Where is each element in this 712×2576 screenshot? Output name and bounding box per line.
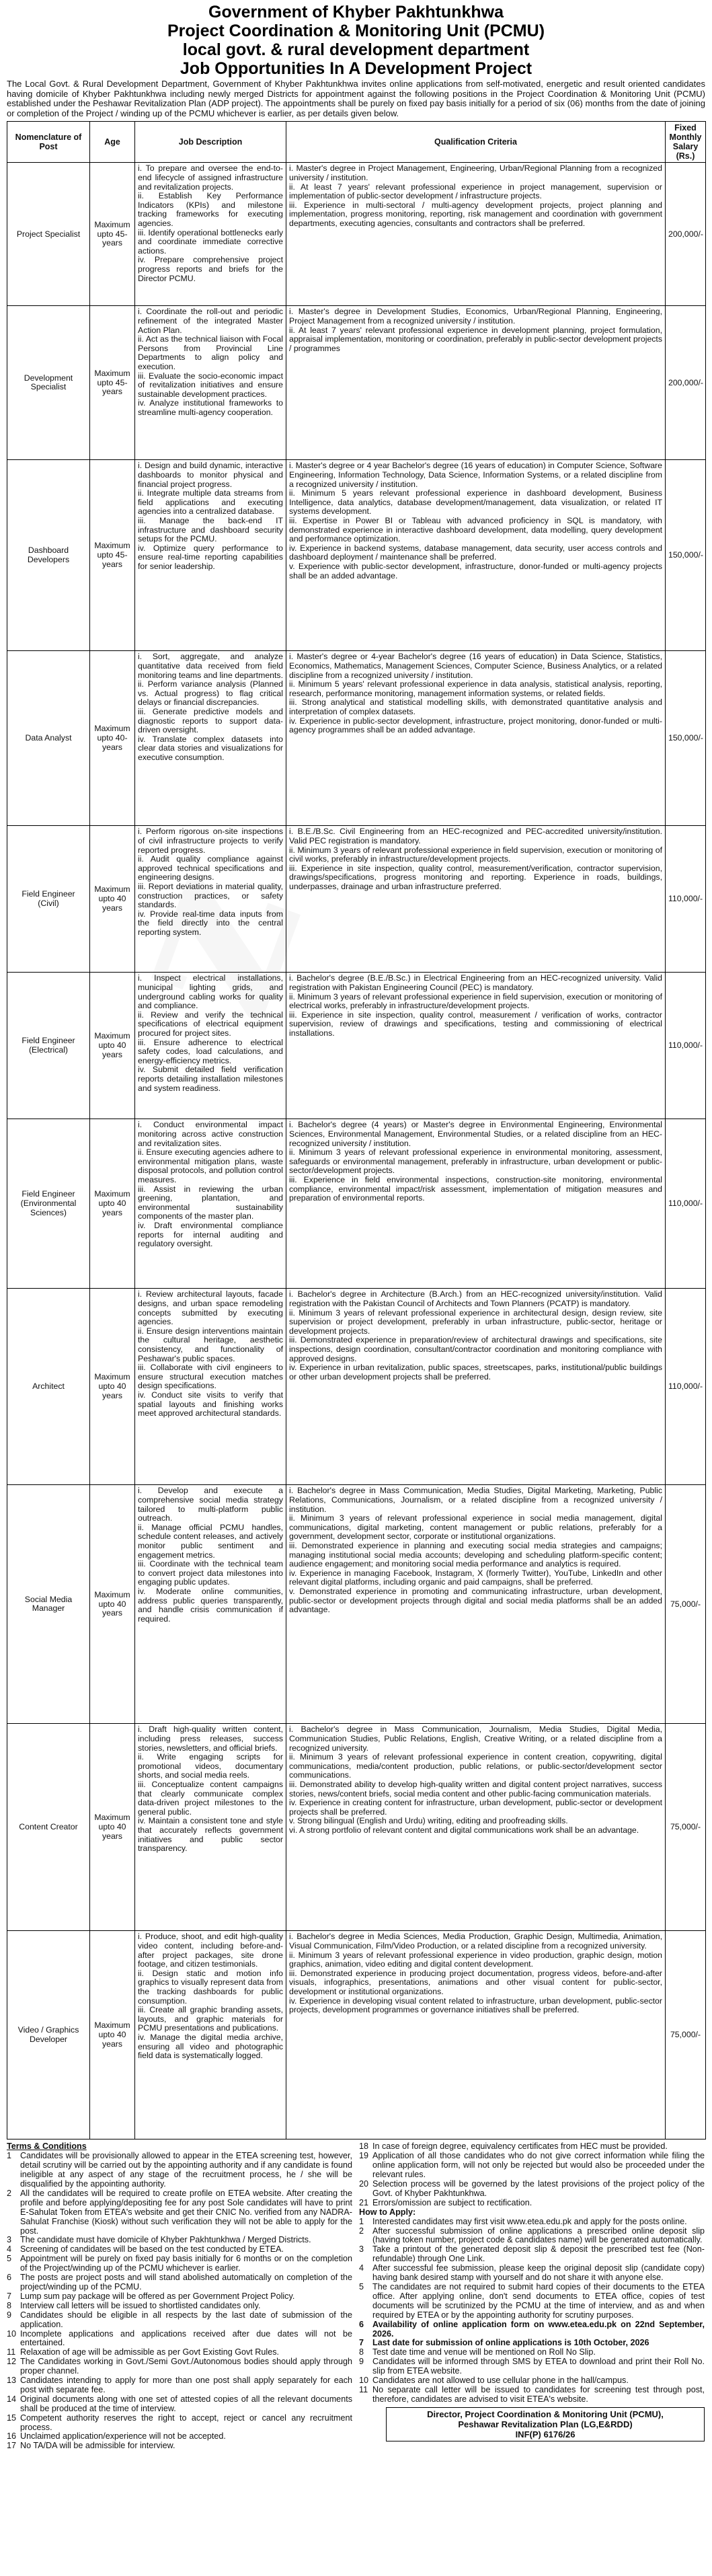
term-item-number: 10 bbox=[7, 2328, 17, 2339]
header-job-description: Job Description bbox=[135, 122, 286, 163]
job-description-cell bbox=[135, 306, 286, 460]
qualification-item: i. Bachelor's degree in Architecture (B.Arch.) from an HEC-recognized university/institution. Valid registration with the Pakistan Council of Architects and Town Planners (PCATP) is mandatory. bbox=[289, 1289, 662, 1308]
post-name: Field Engineer (Environmental Sciences) bbox=[7, 1119, 90, 1289]
job-description-cell bbox=[135, 163, 286, 306]
job-description-item: ii. Ensure executing agencies adhere to environmental mitigation plans, waste disposal protocols, and pollution control measures. bbox=[138, 1147, 283, 1184]
qualification-cell bbox=[286, 1119, 666, 1289]
term-item-text: In case of foreign degree, equivalency certificates from HEC must be provided. bbox=[372, 2142, 668, 2152]
qualification-item: iv. Experience in developing visual content related to infrastructure, urban development, public-sector projects, development programmes or governance initiatives shall be preferred. bbox=[289, 1996, 662, 2015]
qualification-item: iii. Expertise in Power BI or Tableau with advanced proficiency in SQL is mandatory, with demonstrated experience in interactive dashboard development, data modelling, query development and performance optimization. bbox=[289, 515, 662, 544]
qualification-item: i. Master's degree in Development Studies, Economics, Urban/Regional Planning, Engineering, Project Management from a recognized university / institution. bbox=[289, 307, 662, 326]
job-description-cell bbox=[135, 1931, 286, 2139]
job-description-item: i. Perform rigorous on-site inspections of civil infrastructure projects to verify reported progress. bbox=[138, 827, 283, 855]
how-to-apply-item-number: 6 bbox=[359, 2319, 364, 2329]
qualification-cell bbox=[286, 1289, 666, 1485]
term-item bbox=[7, 2189, 352, 2236]
how-to-apply-item-number: 1 bbox=[359, 2216, 364, 2226]
term-item bbox=[7, 2395, 352, 2414]
post-name: Field Engineer (Electrical) bbox=[7, 973, 90, 1119]
term-item bbox=[7, 2441, 352, 2451]
term-item-text: Unclaimed application/experience will not be accepted. bbox=[20, 2431, 226, 2441]
how-to-apply-item bbox=[359, 2218, 705, 2227]
term-item bbox=[7, 2236, 352, 2245]
qualification-cell bbox=[286, 1931, 666, 2139]
term-item bbox=[359, 2199, 705, 2208]
job-description-item: iii. Create all graphic branding assets, layouts, and graphic materials for PCMU presentations and publications. bbox=[138, 2005, 283, 2033]
signature-line-2: Peshawar Revitalization Plan (LG,E&RDD) bbox=[458, 2419, 633, 2429]
job-description-item: ii. Audit quality compliance against approved technical specifications and engineering designs. bbox=[138, 854, 283, 882]
term-item-number: 5 bbox=[7, 2254, 12, 2264]
term-item-number: 21 bbox=[359, 2197, 369, 2207]
how-to-apply-item bbox=[359, 2357, 705, 2376]
age-limit: Maximum upto 40 years bbox=[90, 973, 135, 1119]
qualification-cell bbox=[286, 460, 666, 651]
qualification-item: ii. At least 7 years' relevant professional experience in development planning, project formulation, appraisal implementation, monitoring or coordination, preferably in public-sector development projects / programmes bbox=[289, 325, 662, 353]
qualification-item: i. Master's degree in Project Management, Engineering, Urban/Regional Planning from a recognized university / institution. bbox=[289, 163, 662, 182]
how-to-apply-item-text: Test date time and venue will be mentioned on Roll No Slip. bbox=[372, 2347, 596, 2357]
job-description-item: ii. Manage official PCMU handles, schedule content releases, and actively monitor public sentiment and engagement metrics. bbox=[138, 1522, 283, 1560]
term-item-text: Relaxation of age will be admissible as per Govt Existing Govt Rules. bbox=[20, 2347, 279, 2357]
how-to-apply-item bbox=[359, 2320, 705, 2339]
qualification-item: iv. Experience in managing Facebook, Instagram, X (formerly Twitter), YouTube, LinkedIn and other relevant digital platforms, including organic and paid campaigns, shall be preferred. bbox=[289, 1568, 662, 1587]
salary: 150,000/- bbox=[666, 460, 706, 651]
term-item bbox=[7, 2255, 352, 2273]
how-to-apply-item bbox=[359, 2264, 705, 2283]
job-description-cell bbox=[135, 1485, 286, 1724]
post-name: Field Engineer (Civil) bbox=[7, 826, 90, 973]
how-to-apply-item-number: 4 bbox=[359, 2263, 364, 2273]
job-description-item: ii. Establish Key Performance Indicators (KPIs) and milestone tracking frameworks for executing agencies. bbox=[138, 191, 283, 228]
qualification-item: ii. Minimum 5 years relevant professional experience in dashboard development, Business Intelligence, data analytics, database development/management, data visualization, or related IT systems development. bbox=[289, 488, 662, 517]
qualification-item: i. Master's degree or 4 year Bachelor's degree (16 years of education) in Computer Science, Software Engineering, Information Technology, Data Science, Information Systems, or a related discipline from a recognized university / institution. bbox=[289, 461, 662, 489]
salary: 150,000/- bbox=[666, 651, 706, 826]
job-description-item: ii. Perform variance analysis (Planned vs. Actual progress) to flag critical delays or financial discrepancies. bbox=[138, 679, 283, 708]
age-limit: Maximum upto 40 years bbox=[90, 1289, 135, 1485]
how-to-apply-item-number: 9 bbox=[359, 2357, 364, 2367]
qualification-item: i. Bachelor's degree in Mass Communication, Journalism, Media Studies, Digital Media, Communication Studies, Public Relations, English, Creative Writing, or a related discipline from a recognized university. bbox=[289, 1725, 662, 1753]
header-department: local govt. & rural development department bbox=[182, 40, 530, 59]
qualification-item: iii. Experience in site inspection, quality control, measurement / verification of works, contractor supervision, review of drawings and specifications, testing and commissioning of electrical installations. bbox=[289, 1010, 662, 1038]
term-item bbox=[359, 2142, 705, 2152]
term-item-number: 3 bbox=[7, 2235, 12, 2245]
header-salary: Fixed Monthly Salary (Rs.) bbox=[666, 122, 706, 163]
post-name: Architect bbox=[7, 1289, 90, 1485]
age-limit: Maximum upto 40 years bbox=[90, 1724, 135, 1931]
age-limit: Maximum upto 40 years bbox=[90, 1119, 135, 1289]
term-item-text: Candidates should be eligible in all respects by the last date of submission of the application. bbox=[20, 2310, 352, 2329]
term-item bbox=[7, 2376, 352, 2395]
how-to-apply-item bbox=[359, 2376, 705, 2386]
how-to-apply-item-text: No separate call letter will be issued to candidates for screening test through post, therefore, candidates are advised to visit ETEA's website. bbox=[372, 2384, 705, 2404]
qualification-item: v. Experience with public-sector development, infrastructure, donor-funded or multi-agency projects shall be an added advantage. bbox=[289, 561, 662, 580]
job-description-item: iv. Translate complex datasets into clear data stories and visualizations for executive consumption. bbox=[138, 734, 283, 762]
term-item-text: All the candidates will be required to create profile on ETEA website. After creating the profile and before applying/depositing fee for any post Sole candidates will have to print E-Sahulat Token from ETEA's website and get their CNIC No. verified from any NADRA-Sahulat Franchise (Kiosk) without such verification they will not be able to apply for the post. bbox=[20, 2188, 352, 2236]
job-description-item: iv. Manage the digital media archive, ensuring all video and photographic field data is systematically logged. bbox=[138, 2032, 283, 2061]
job-description-cell bbox=[135, 973, 286, 1119]
salary: 75,000/- bbox=[666, 1724, 706, 1931]
term-item-text: Appointment will be purely on fixed pay basis initially for 6 months or on the completion of the Project/winding up of the PCMU whichever is earlier. bbox=[20, 2254, 352, 2273]
term-item-text: The posts are project posts and will stand abolished automatically on completion of the project/winding up of the PCMU. bbox=[20, 2273, 352, 2291]
table-row bbox=[7, 1119, 706, 1289]
how-to-apply-item-text: Candidates will be informed through SMS by ETEA to download and print their Roll No. slip from ETEA website. bbox=[372, 2357, 705, 2376]
post-name: Development Specialist bbox=[7, 306, 90, 460]
signature-line-1: Director, Project Coordination & Monitoring Unit (PCMU), bbox=[427, 2409, 664, 2419]
job-description-cell bbox=[135, 1289, 286, 1485]
term-item-number: 8 bbox=[7, 2300, 12, 2310]
qualification-item: iv. Experience in public-sector development, infrastructure, project monitoring, donor-funded or multi-agency programmes shall be an added advantage. bbox=[289, 716, 662, 735]
term-item bbox=[7, 2245, 352, 2255]
job-description-cell bbox=[135, 826, 286, 973]
job-description-item: ii. Design static and motion info graphics to visually represent data from the tracking dashboards for public consumption. bbox=[138, 1968, 283, 2006]
terms-right-column bbox=[359, 2142, 705, 2451]
post-name: Project Specialist bbox=[7, 163, 90, 306]
table-row bbox=[7, 163, 706, 306]
job-description-item: i. Develop and execute a comprehensive social media strategy tailored to multi-platform public outreach. bbox=[138, 1486, 283, 1523]
how-to-apply-item-text: After successful fee submission, please keep the original deposit slip (candidate copy) having bank desired stamp with yourself and do not share it with anyone else. bbox=[372, 2263, 705, 2283]
qualification-cell bbox=[286, 1485, 666, 1724]
job-description-item: iv. Conduct site visits to verify that spatial layouts and finishing works meet approved architectural standards. bbox=[138, 1390, 283, 1418]
job-description-item: i. Draft high-quality written content, including press releases, success stories, newsletters, and official briefs. bbox=[138, 1725, 283, 1753]
job-description-item: ii. Integrate multiple data streams from field applications and executing agencies into a centralized database. bbox=[138, 488, 283, 517]
terms-left-column bbox=[7, 2142, 352, 2451]
term-item-number: 4 bbox=[7, 2244, 12, 2255]
qualification-item: i. Bachelor's degree (4 years) or Master's degree in Environmental Engineering, Environmental Sciences, Environmental Management, Environmental Studies, or a related discipline from an HEC-recognized university / institution. bbox=[289, 1120, 662, 1148]
terms-list-right bbox=[359, 2142, 705, 2207]
qualification-item: iii. Demonstrated ability to develop high-quality written and digital content project narratives, success stories, news/content briefs, social media content and other public-facing communication materials. bbox=[289, 1779, 662, 1798]
age-limit: Maximum upto 40-years bbox=[90, 651, 135, 826]
term-item-text: The Candidates working in Govt./Semi Govt./Autonomous bodies should apply through proper channel. bbox=[20, 2357, 352, 2376]
qualification-cell bbox=[286, 306, 666, 460]
job-description-item: iv. Prepare comprehensive project progress reports and briefs for the Director PCMU. bbox=[138, 255, 283, 283]
table-row bbox=[7, 973, 706, 1119]
salary: 110,000/- bbox=[666, 1119, 706, 1289]
term-item bbox=[7, 2357, 352, 2376]
job-description-item: iv. Submit detailed field verification reports detailing installation milestones and system readiness. bbox=[138, 1065, 283, 1093]
term-item bbox=[359, 2180, 705, 2199]
terms-list-left bbox=[7, 2152, 352, 2451]
job-description-item: ii. Review and verify the technical specifications of electrical equipment procured for project sites. bbox=[138, 1010, 283, 1038]
terms-title: Terms & Conditions bbox=[7, 2142, 87, 2152]
table-row bbox=[7, 1724, 706, 1931]
qualification-item: ii. Minimum 3 years of relevant professional experience in content creation, copywriting, digital communications, media/content production, public relations, or public-sector/development sector communications. bbox=[289, 1752, 662, 1780]
term-item bbox=[7, 2348, 352, 2357]
term-item-number: 2 bbox=[7, 2188, 12, 2198]
how-to-apply-item bbox=[359, 2227, 705, 2246]
term-item-text: Lump sum pay package will be offered as per Government Project Policy. bbox=[20, 2291, 295, 2301]
term-item-text: Errors/omission are subject to rectification. bbox=[372, 2197, 532, 2207]
term-item bbox=[7, 2302, 352, 2311]
age-limit: Maximum upto 40 years bbox=[90, 826, 135, 973]
signature-box bbox=[386, 2407, 705, 2441]
term-item-text: Original documents along with one set of attested copies of all the relevant documents shall be produced at the time of interview. bbox=[20, 2394, 352, 2413]
salary: 200,000/- bbox=[666, 306, 706, 460]
qualification-item: i. Bachelor's degree in Media Sciences, Media Production, Graphic Design, Multimedia, Animation, Visual Communication, Film/Video Production, or a related discipline from a recognized university. bbox=[289, 1932, 662, 1950]
header-job-opportunities: Job Opportunities In A Development Project bbox=[180, 59, 532, 78]
term-item-text: Incomplete applications and applications received after due dates will not be entertained. bbox=[20, 2328, 352, 2348]
qualification-cell bbox=[286, 1724, 666, 1931]
how-to-apply-item-text: Interested candidates may first visit www.etea.edu.pk and apply for the posts online. bbox=[372, 2216, 687, 2226]
header-unit: Project Coordination & Monitoring Unit (PCMU) bbox=[167, 22, 545, 40]
job-description-item: iv. Maintain a consistent tone and style that accurately reflects government initiatives and public sector transparency. bbox=[138, 1816, 283, 1854]
job-description-item: iii. Report deviations in material quality, construction practices, or safety standards. bbox=[138, 881, 283, 910]
salary: 110,000/- bbox=[666, 973, 706, 1119]
term-item-text: Candidates intending to apply for more than one post shall apply separately for each post with separate fee. bbox=[20, 2376, 352, 2394]
term-item-number: 11 bbox=[7, 2347, 16, 2357]
qualification-item: iii. Experience in multi-sectoral / multi-agency development projects, project planning and implementation, progress monitoring, reporting, risk management and coordination with government departments, executing agencies, consultants and contractors shall be preferred. bbox=[289, 200, 662, 228]
qualification-cell bbox=[286, 163, 666, 306]
term-item-text: The candidate must have domicile of Khyber Pakhtunkhwa / Merged Districts. bbox=[20, 2235, 311, 2245]
qualification-cell bbox=[286, 651, 666, 826]
header-government: Government of Khyber Pakhtunkhwa bbox=[208, 3, 504, 22]
term-item-number: 16 bbox=[7, 2431, 17, 2441]
age-limit: Maximum upto 40 years bbox=[90, 1485, 135, 1724]
qualification-item: iii. Demonstrated experience in preparation/review of architectural drawings and specifications, site inspections, design coordination, consultant/contractor coordination and monitoring compliance with approved designs. bbox=[289, 1335, 662, 1363]
how-to-apply-item-text: Take a printout of the generated deposit slip & deposit the prescribed test fee (Non-refundable) through One Link. bbox=[372, 2244, 705, 2264]
qualification-item: v. Demonstrated experience in promoting and communicating infrastructure, urban development, public-sector or development projects through digital and social media platforms shall be an added advantage. bbox=[289, 1586, 662, 1615]
post-name: Content Creator bbox=[7, 1724, 90, 1931]
job-description-item: iii. Manage the back-end IT infrastructure and dashboard security setups for the PCMU. bbox=[138, 515, 283, 544]
term-item-text: No TA/DA will be admissible for interview. bbox=[20, 2441, 175, 2451]
qualification-item: ii. Minimum 3 years of relevant professional experience in social media management, digital communications, digital marketing, content management or public relations, preferably for a government, development sector, corporate or institutional organizations. bbox=[289, 1513, 662, 1542]
job-description-item: ii. Ensure design interventions maintain the cultural heritage, aesthetic consistency, and functionality of Peshawar's public spaces. bbox=[138, 1326, 283, 1363]
how-to-apply-item bbox=[359, 2339, 705, 2348]
job-description-cell bbox=[135, 1724, 286, 1931]
job-description-item: iv. Moderate online communities, address public queries transparently, and handle crisis communication if required. bbox=[138, 1586, 283, 1624]
qualification-item: ii. Minimum 3 years of relevant professional experience in environmental monitoring, assessment, safeguards or environmental management, preferably in infrastructure, urban development or public-sector/development projects. bbox=[289, 1147, 662, 1176]
job-description-item: iii. Evaluate the socio-economic impact of revitalization initiatives and ensure sustainable development practices. bbox=[138, 371, 283, 399]
job-description-item: i. Sort, aggregate, and analyze quantitative data received from field monitoring teams and line departments. bbox=[138, 652, 283, 680]
header-qualification: Qualification Criteria bbox=[286, 122, 666, 163]
post-name: Social Media Manager bbox=[7, 1485, 90, 1724]
qualification-item: vi. A strong portfolio of relevant content and digital communications work shall be an advantage. bbox=[289, 1825, 639, 1835]
salary: 75,000/- bbox=[666, 1485, 706, 1724]
term-item-text: Competent authority reserves the right to accept, reject or cancel any recruitment process. bbox=[20, 2413, 352, 2432]
job-description-item: iii. Coordinate with the technical team to convert project data milestones into engaging public updates. bbox=[138, 1559, 283, 1587]
table-header-row bbox=[7, 122, 706, 163]
table-row bbox=[7, 1485, 706, 1724]
job-description-item: iv. Provide real-time data inputs from the field directly into the central reporting system. bbox=[138, 909, 283, 937]
post-name: Video / Graphics Developer bbox=[7, 1931, 90, 2139]
table-row bbox=[7, 1289, 706, 1485]
qualification-item: iv. Experience in urban revitalization, public spaces, streetscapes, parks, institutional/public buildings or other urban development projects shall be preferred. bbox=[289, 1363, 662, 1381]
qualification-item: ii. Minimum 5 years' relevant professional experience in data analysis, statistical analysis, reporting, research, performance monitoring, management information systems, or related fields. bbox=[289, 679, 662, 698]
job-description-item: iii. Identify operational bottlenecks early and coordinate immediate corrective actions. bbox=[138, 227, 283, 256]
job-description-item: iv. Optimize query performance to ensure real-time reporting capabilities for senior leadership. bbox=[138, 543, 283, 571]
job-description-item: iv. Analyze institutional frameworks to streamline multi-agency cooperation. bbox=[138, 398, 283, 417]
job-description-item: iii. Collaborate with civil engineers to ensure structural execution matches design specifications. bbox=[138, 1363, 283, 1391]
term-item bbox=[359, 2152, 705, 2180]
qualification-item: i. Bachelor's degree (B.E./B.Sc.) in Electrical Engineering from an HEC-recognized university. Valid registration with Pakistan Engineering Council (PEC) is mandatory. bbox=[289, 973, 662, 992]
job-description-item: i. Design and build dynamic, interactive dashboards to monitor physical and financial project progress. bbox=[138, 461, 283, 489]
term-item bbox=[7, 2311, 352, 2330]
term-item bbox=[7, 2292, 352, 2302]
term-item-number: 14 bbox=[7, 2394, 17, 2404]
qualification-item: iv. Experience in creating content for infrastructure, urban development, public-sector or development projects shall be preferred. bbox=[289, 1798, 662, 1817]
term-item-number: 17 bbox=[7, 2441, 17, 2451]
how-to-apply-item-text: Availability of online application form on www.etea.edu.pk on 22nd September, 2026. bbox=[372, 2319, 705, 2339]
term-item-number: 15 bbox=[7, 2413, 17, 2423]
qualification-item: ii. Minimum 3 years of relevant professional experience in architectural design, design review, site supervision or project development, preferably in urban infrastructure, public-sector, heritage or development projects. bbox=[289, 1308, 662, 1336]
advertisement-page bbox=[7, 0, 705, 2451]
how-to-apply-item-number: 7 bbox=[359, 2338, 364, 2348]
qualification-item: i. Bachelor's degree in Mass Communication, Media Studies, Digital Marketing, Marketing, Public Relations, Communications, Journalism, or a related discipline from a recognized university / institution. bbox=[289, 1486, 662, 1514]
how-to-apply-item-number: 3 bbox=[359, 2244, 364, 2255]
term-item-text: Candidates will be provisionally allowed to appear in the ETEA screening test, however, detail scrutiny will be carried out by the appointing authority and if any candidate is found ineligible at any aspect of any stage of the recruitment process, he / she will be disqualified by the appointing authority. bbox=[20, 2151, 352, 2189]
age-limit: Maximum upto 45-years bbox=[90, 306, 135, 460]
job-description-cell bbox=[135, 1119, 286, 1289]
signature-line-3: INF(P) 6176/26 bbox=[515, 2429, 576, 2439]
jobs-table bbox=[7, 121, 706, 2139]
salary: 110,000/- bbox=[666, 1289, 706, 1485]
job-description-cell bbox=[135, 651, 286, 826]
how-to-apply-item-text: After successful submission of online applications a prescribed online deposit slip (having token number, project code & candidates name) will be generated automatically. bbox=[372, 2226, 705, 2245]
job-description-item: iv. Draft environmental compliance reports for internal auditing and regulatory oversight. bbox=[138, 1220, 283, 1249]
term-item-number: 19 bbox=[359, 2151, 369, 2161]
qualification-cell bbox=[286, 826, 666, 973]
how-to-apply-item bbox=[359, 2283, 705, 2320]
term-item-number: 12 bbox=[7, 2357, 17, 2367]
qualification-item: i. Master's degree or 4-year Bachelor's degree (16 years of education) in Data Science, Statistics, Economics, Mathematics, Management Sciences, Computer Science, Business Analytics, or a related discipline from a recognized university / institution. bbox=[289, 652, 662, 680]
how-to-apply-item bbox=[359, 2348, 705, 2357]
post-name: Data Analyst bbox=[7, 651, 90, 826]
qualification-item: iii. Demonstrated experience in producing project documentation, progress videos, before-and-after visuals, infographics, presentations, animations and other visual content for public-sector, development or institutional organizations. bbox=[289, 1968, 662, 1996]
how-to-apply-item-text: The candidates are not required to submit hard copies of their documents to the ETEA office. After applying online, don't send documents to ETEA office, copies of test documents will be scrutinized by the PCMU at the time of interview, and as and when required by ETEA or by the appointing authority for scrutiny purposes. bbox=[372, 2281, 705, 2320]
job-description-item: i. Produce, shoot, and edit high-quality video content, including before-and-after project packages, site drone footage, and citizen testimonials. bbox=[138, 1932, 283, 1969]
term-item-number: 20 bbox=[359, 2179, 369, 2189]
how-to-apply-item-text: Candidates are not allowed to use cellular phone in the hall/campus. bbox=[372, 2376, 629, 2386]
term-item bbox=[7, 2330, 352, 2349]
table-row bbox=[7, 460, 706, 651]
job-description-item: i. Inspect electrical installations, municipal lighting grids, and underground cabling works for quality and compliance. bbox=[138, 973, 283, 1011]
term-item-text: Selection process will be governed by the latest provisions of the project policy of the Govt. of Khyber Pakhtunkhwa. bbox=[372, 2179, 705, 2198]
table-row bbox=[7, 651, 706, 826]
term-item bbox=[7, 2152, 352, 2189]
jobs-table-body bbox=[7, 163, 706, 2139]
how-to-apply-item-number: 5 bbox=[359, 2281, 364, 2291]
term-item-number: 13 bbox=[7, 2376, 17, 2386]
age-limit: Maximum upto 40 years bbox=[90, 1931, 135, 2139]
age-limit: Maximum upto 45-years bbox=[90, 163, 135, 306]
job-description-item: i. Review architectural layouts, facade designs, and urban space remodeling concepts submitted by executing agencies. bbox=[138, 1289, 283, 1327]
term-item-text: Interview call letters will be issued to shortlisted candidates only. bbox=[20, 2300, 261, 2310]
qualification-item: iii. Experience in field environmental inspections, construction-site monitoring, environmental compliance, environmental impact/risk assessment, implementation of mitigation measures and preparation of environmental reports. bbox=[289, 1174, 662, 1203]
term-item-number: 1 bbox=[7, 2151, 12, 2161]
job-description-item: iii. Ensure adherence to electrical safety codes, load calculations, and energy-efficiency metrics. bbox=[138, 1037, 283, 1065]
how-to-apply-item-number: 10 bbox=[359, 2376, 369, 2386]
qualification-item: ii. At least 7 years' relevant professional experience in project management, supervision or implementation of public-sector development / infrastructure projects. bbox=[289, 182, 662, 201]
how-to-apply-item-number: 11 bbox=[359, 2384, 368, 2394]
term-item bbox=[7, 2273, 352, 2292]
how-to-apply-title: How to Apply: bbox=[359, 2207, 416, 2217]
job-description-item: i. Conduct environmental impact monitoring across active construction and revitalization sites. bbox=[138, 1120, 283, 1148]
header-post: Nomenclature of Post bbox=[7, 122, 90, 163]
table-row bbox=[7, 1931, 706, 2139]
how-to-apply-item-number: 2 bbox=[359, 2226, 364, 2236]
how-to-apply-item-text: Last date for submission of online applications is 10th October, 2026 bbox=[372, 2338, 649, 2348]
post-name: Dashboard Developers bbox=[7, 460, 90, 651]
how-to-apply-item bbox=[359, 2245, 705, 2264]
how-to-apply-list bbox=[359, 2218, 705, 2404]
term-item-number: 7 bbox=[7, 2291, 12, 2301]
job-description-cell bbox=[135, 460, 286, 651]
how-to-apply-item bbox=[359, 2386, 705, 2404]
salary: 75,000/- bbox=[666, 1931, 706, 2139]
job-description-item: iii. Conceptualize content campaigns that clearly communicate complex data-driven project milestones to the general public. bbox=[138, 1779, 283, 1817]
job-description-item: i. To prepare and oversee the end-to-end lifecycle of assigned infrastructure and revitalization projects. bbox=[138, 163, 283, 192]
term-item bbox=[7, 2414, 352, 2433]
qualification-item: v. Strong bilingual (English and Urdu) writing, editing and proofreading skills. bbox=[289, 1816, 568, 1826]
terms-section bbox=[7, 2142, 705, 2451]
qualification-item: iii. Strong analytical and statistical modelling skills, with demonstrated quantitative analysis and interpretation of complex datasets. bbox=[289, 697, 662, 716]
how-to-apply-item-number: 8 bbox=[359, 2347, 364, 2357]
table-row bbox=[7, 306, 706, 460]
qualification-item: ii. Minimum 3 years of relevant professional experience in field supervision, execution or monitoring of civil works, preferably in infrastructure/development projects. bbox=[289, 845, 662, 864]
job-description-item: iii. Assist in reviewing the urban greening, plantation, and environmental sustainability components of the master plan. bbox=[138, 1184, 283, 1221]
salary: 200,000/- bbox=[666, 163, 706, 306]
table-row bbox=[7, 826, 706, 973]
qualification-item: iii. Experience in site inspection, quality control, measurement/verification, contractor supervision, drawings/specifications, progress monitoring and reporting. Experience in roads, buildings, underpasses, drainage and urban infrastructure preferred. bbox=[289, 863, 662, 891]
qualification-item: iv. Experience in backend systems, database management, data security, user access controls and dashboard deployment / maintenance shall be preferred. bbox=[289, 543, 662, 562]
job-description-item: iii. Generate predictive models and diagnostic reports to support data-driven oversight. bbox=[138, 706, 283, 735]
job-description-item: i. Coordinate the roll-out and periodic refinement of the integrated Master Action Plan. bbox=[138, 307, 283, 335]
qualification-cell bbox=[286, 973, 666, 1119]
qualification-item: i. B.E./B.Sc. Civil Engineering from an HEC-recognized and PEC-accredited university/institution. Valid PEC registration is mandatory. bbox=[289, 827, 662, 845]
term-item-number: 18 bbox=[359, 2142, 369, 2152]
job-description-item: ii. Write engaging scripts for promotional videos, documentary shorts, and social media reels. bbox=[138, 1752, 283, 1780]
intro-paragraph: The Local Govt. & Rural Development Department, Government of Khyber Pakhtunkhwa invites online applications from self-motivated, energetic and result oriented candidates having domicile of Khyber Pakhtunkhwa including newly merged Districts for appointment against the following positions in the Project Coordination & Monitoring Unit (PCMU) established under the Peshawar Revitalization Plan (ADP project). The appointments shall be purely on fixed pay basis initially for a period of six (06) months from the date of joining or completion of the Project / winding up of the PCMU whichever is earlier, as per details given below. bbox=[7, 79, 705, 118]
qualification-item: ii. Minimum 3 years of relevant professional experience in video production, graphic design, motion graphics, animation, video editing and digital content development. bbox=[289, 1950, 662, 1969]
term-item bbox=[7, 2432, 352, 2441]
age-limit: Maximum upto 45-years bbox=[90, 460, 135, 651]
term-item-text: Application of all those candidates who do not give correct information while filing the online application form, will not only be rejected but would also be proceeded under the relevant rules. bbox=[372, 2151, 705, 2180]
term-item-text: Screening of candidates will be based on the test conducted by ETEA. bbox=[20, 2244, 284, 2255]
qualification-item: iii. Demonstrated experience in planning and executing social media strategies and campaigns; managing institutional social media accounts; developing and scheduling platform-specific content; audience engagement; and monitoring social media performance and analytics is required. bbox=[289, 1540, 662, 1569]
qualification-item: ii. Minimum 3 years of relevant professional experience in field supervision, execution or monitoring of electrical works, preferably in infrastructure/development projects. bbox=[289, 991, 662, 1011]
term-item-number: 9 bbox=[7, 2310, 12, 2320]
term-item-number: 6 bbox=[7, 2273, 12, 2283]
salary: 110,000/- bbox=[666, 826, 706, 973]
header-age: Age bbox=[90, 122, 135, 163]
job-description-item: ii. Act as the technical liaison with Focal Persons from Provincial Line Departments to align policy and execution. bbox=[138, 334, 283, 371]
